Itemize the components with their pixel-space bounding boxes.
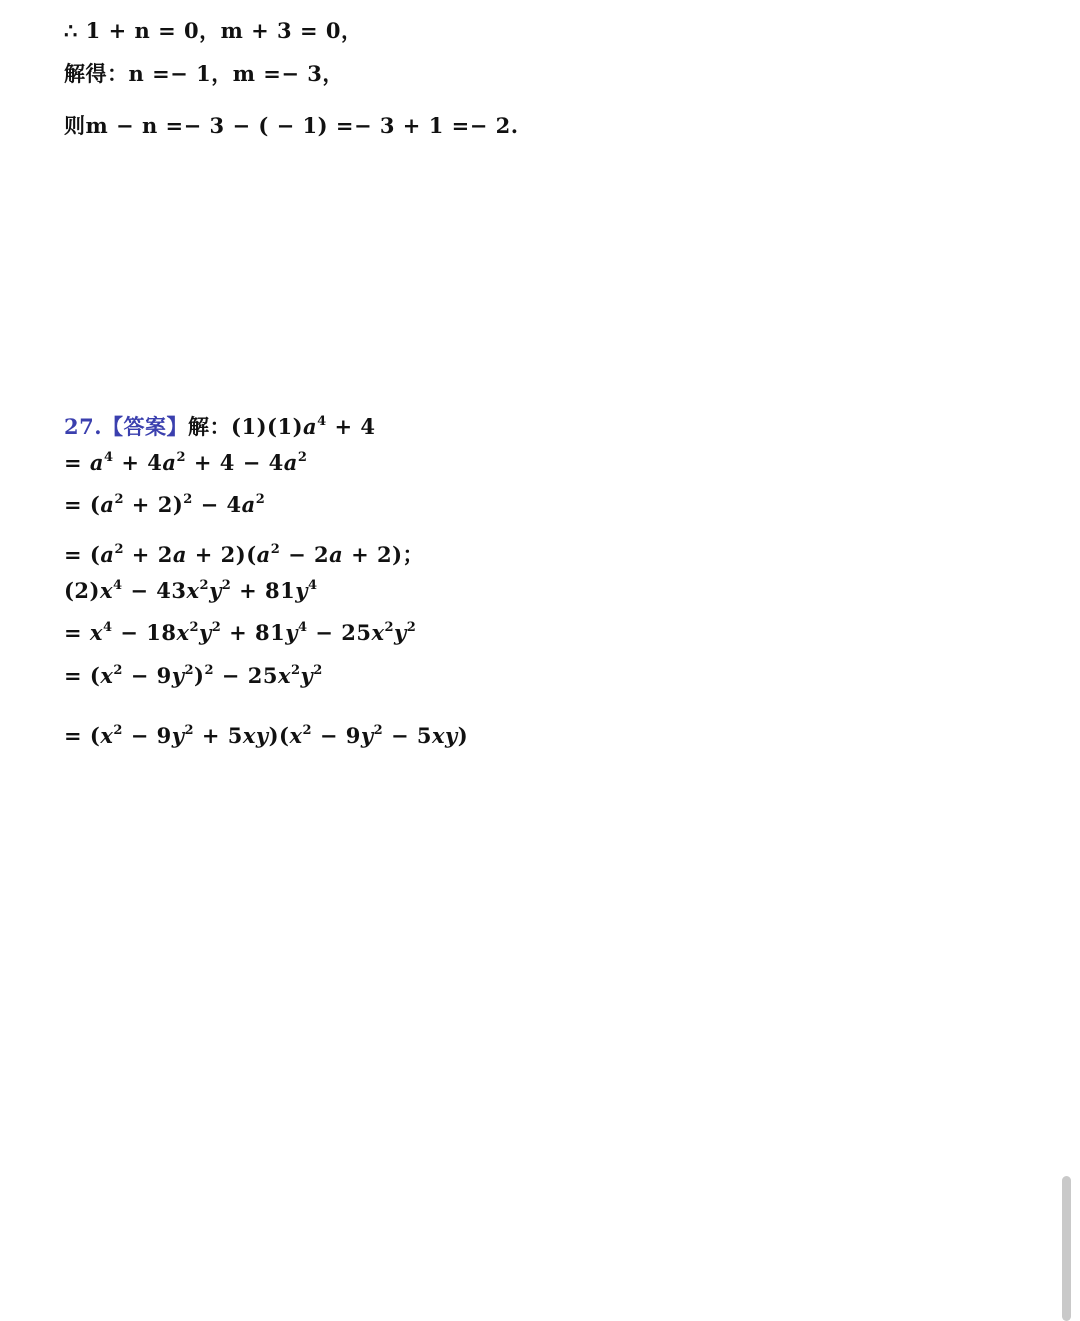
semicolon: ； [402,542,425,567]
answer-tag: 【答案】 [102,414,189,439]
expr-q27-1: $a^4 + 4$ [303,414,376,439]
q27-part2: $(2)x^4 - 43x^2y^2 + 81y^4$ [64,578,318,603]
prev-solution-line-2: 解得：n =− 1，m =− 3， [64,61,344,86]
question-number: 27. [64,414,103,439]
q27-part2-step-2: = $(x^2 - 9y^2)^2 - 25x^2y^2$ [64,663,323,688]
q27-part2-step-3: = $(x^2 - 9y^2 + 5xy)(x^2 - 9y^2 - 5xy)$ [64,723,469,748]
q27-step-1: = $a^4 + 4a^2 + 4 - 4a^2$ [64,450,308,475]
prev-solution-line-1: ∴ 1 + n = 0，m + 3 = 0， [64,18,363,43]
scrollbar-thumb[interactable] [1062,1176,1071,1321]
q27-step-3: = $(a^2 + 2a + 2)(a^2 - 2a + 2)$； [64,542,425,567]
q27-step-2: = $(a^2 + 2)^2 - 4a^2$ [64,492,266,517]
answer-lead: 解：(1)(1) [188,414,304,439]
q27-header [64,413,376,441]
q27-part2-step-1: = $x^4 - 18x^2y^2 + 81y^4 - 25x^2y^2$ [64,620,417,645]
part2-label: (2) [64,578,100,603]
prev-solution-line-3: 则m − n =− 3 − ( − 1) =− 3 + 1 =− 2. [64,113,519,138]
